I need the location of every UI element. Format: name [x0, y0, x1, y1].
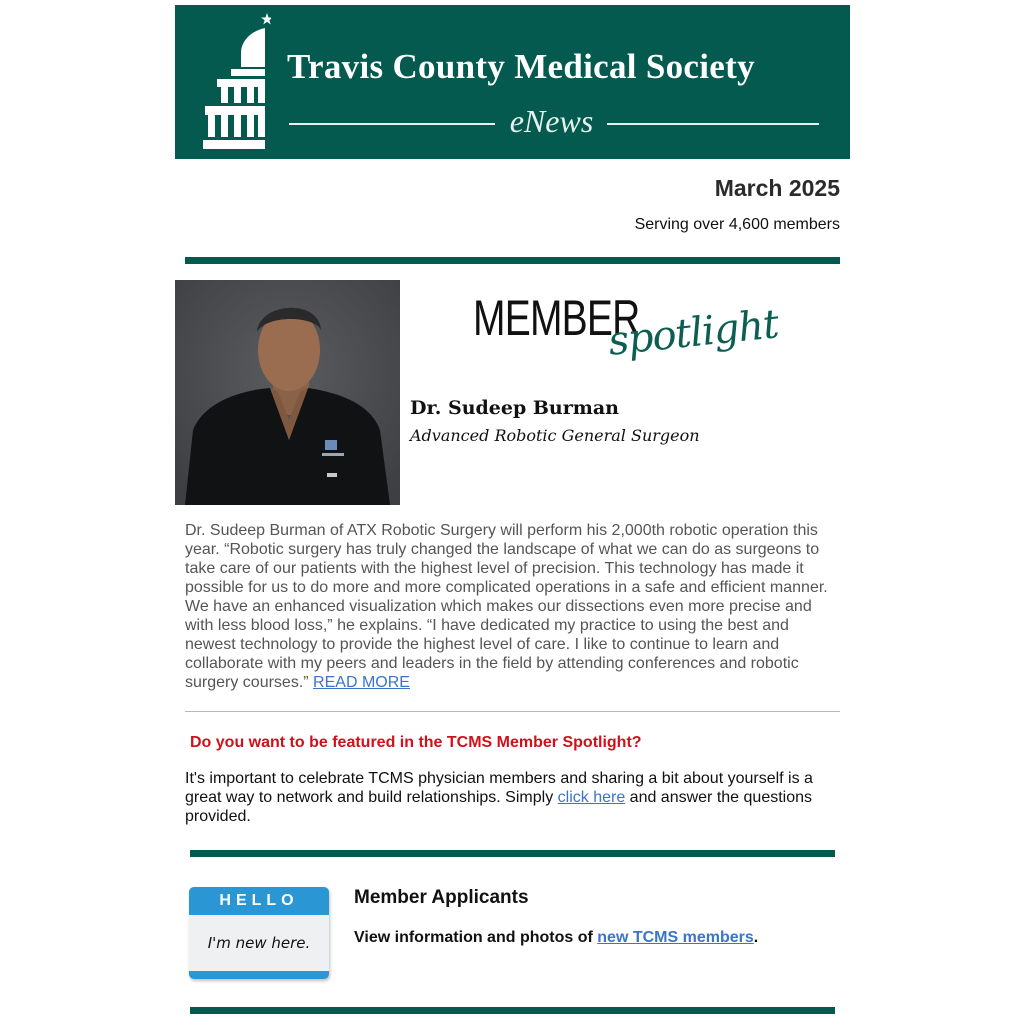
- applicants-body: [354, 929, 758, 947]
- new-members-link[interactable]: new TCMS members: [597, 929, 754, 946]
- applicants-text-after: .: [753, 929, 759, 946]
- portrait-image: [175, 280, 400, 505]
- publication-name: eNews: [509, 103, 594, 139]
- header-banner: [175, 5, 850, 159]
- click-here-link[interactable]: click here: [557, 789, 626, 806]
- divider-line: [289, 123, 495, 125]
- spotlight-story: [185, 521, 835, 692]
- read-more-link[interactable]: READ MORE: [313, 674, 410, 691]
- logo-word-member: MEMBER: [473, 290, 640, 346]
- section-divider: [185, 257, 840, 264]
- logo-word-spotlight: spotlight: [606, 301, 781, 365]
- name-tag-header: HELLO: [189, 887, 329, 915]
- section-divider: [190, 1007, 835, 1014]
- doctor-name: Dr. Sudeep Burman: [410, 397, 619, 419]
- name-tag-text: I'm new here.: [207, 934, 311, 952]
- issue-date: March 2025: [714, 175, 840, 201]
- capitol-building-icon: [201, 13, 271, 153]
- members-tagline: Serving over 4,600 members: [634, 216, 840, 233]
- hello-name-tag-image: [189, 887, 329, 979]
- section-divider: [190, 850, 835, 857]
- applicants-heading: Member Applicants: [354, 887, 529, 908]
- publication-row: [289, 103, 819, 143]
- feature-cta-heading: Do you want to be featured in the TCMS Member Spotlight?: [190, 734, 642, 751]
- cta-text-before: It's important to celebrate TCMS physician members and sharing a bit about yourself is a great way to network and build relationships. Simply: [185, 770, 813, 806]
- story-text: Dr. Sudeep Burman of ATX Robotic Surgery will perform his 2,000th robotic operation this year. “Robotic surgery has truly changed the landscape of what we can do as surgeons to take care of our patients with the highest level of precision. This technology has made it possible for us to do more and more complicated operations in a safe and efficient manner. We have an enhanced visualization which makes our dissections even more precise and with less blood loss,” he explains. “I have dedicated my practice to using the best and newest technology to provide the highest level of care. I like to continue to learn and collaborate with my peers and leaders in the field by attending conferences and robotic surgery courses.”: [185, 522, 828, 691]
- member-spotlight-logo: [473, 288, 793, 368]
- thin-divider: [185, 711, 840, 712]
- cta-text-after: and answer the questions provided.: [185, 789, 813, 825]
- doctor-title: Advanced Robotic General Surgeon: [410, 426, 700, 445]
- applicants-text-before: View information and photos of: [354, 929, 598, 946]
- feature-cta-body: [185, 769, 835, 826]
- org-name: Travis County Medical Society: [287, 47, 755, 86]
- name-tag-footer: [189, 971, 329, 979]
- doctor-portrait[interactable]: [175, 280, 400, 505]
- divider-line: [607, 123, 819, 125]
